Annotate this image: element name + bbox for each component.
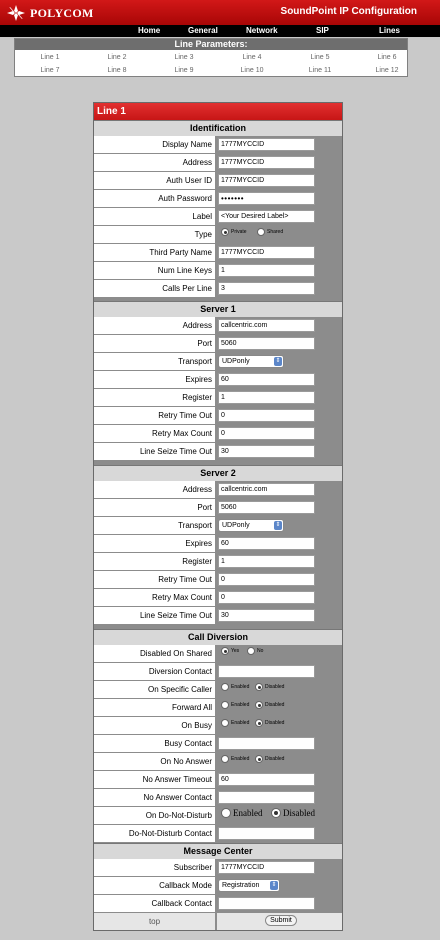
calls-per-line-row (94, 280, 342, 298)
field-label: Register (94, 389, 215, 406)
server2-port-input[interactable]: 5060 (218, 501, 315, 514)
radio-selected-icon[interactable] (255, 755, 263, 763)
dnd-contact-row (94, 825, 342, 843)
line-link-6[interactable]: Line 6 (377, 54, 397, 61)
callback-mode-row (94, 877, 342, 895)
server2-transport-select[interactable] (218, 519, 284, 532)
line-link-9[interactable]: Line 9 (174, 67, 194, 74)
field-label: Num Line Keys (94, 262, 215, 279)
server1-address-input[interactable]: callcentric.com (218, 319, 315, 332)
panel-title: Line 1 (94, 103, 342, 120)
server1-retry-time-out-input[interactable]: 0 (218, 409, 315, 422)
server1-register-row (94, 389, 342, 407)
field-label: Port (94, 499, 215, 516)
polycom-logo-icon (6, 4, 26, 22)
server1-retry-max-count-input[interactable]: 0 (218, 427, 315, 440)
server2-line-seize-row (94, 607, 342, 625)
field-label: No Answer Contact (94, 789, 215, 806)
server1-retry-time-out-row (94, 407, 342, 425)
field-label: Retry Time Out (94, 571, 215, 588)
option-label: Disabled (265, 684, 285, 690)
field-label: Expires (94, 371, 215, 388)
line-link-3[interactable]: Line 3 (174, 54, 194, 61)
nav-sip[interactable]: SIP (316, 26, 329, 35)
subscriber-row (94, 859, 342, 877)
dnd-contact-input[interactable] (218, 827, 315, 840)
on-dnd-disabled[interactable] (271, 808, 315, 818)
callback-contact-row (94, 895, 342, 913)
radio-selected-icon[interactable] (221, 647, 229, 655)
server2-retry-time-out-row (94, 571, 342, 589)
field-label: Auth Password (94, 190, 215, 207)
line-link-1[interactable]: Line 1 (40, 54, 60, 61)
on-specific-caller-row (94, 681, 342, 699)
type-row (94, 226, 342, 244)
line-parameters-title: Line Parameters: (15, 39, 407, 50)
server1-line-seize-row (94, 443, 342, 461)
field-label: No Answer Timeout (94, 771, 215, 788)
server2-line-seize-input[interactable]: 30 (218, 609, 315, 622)
on-specific-caller-enabled[interactable] (221, 683, 249, 691)
diversion-contact-row (94, 663, 342, 681)
main-nav (0, 25, 440, 37)
callback-contact-input[interactable] (218, 897, 315, 910)
on-specific-caller-disabled[interactable] (255, 683, 284, 691)
brand-name: POLYCOM (30, 5, 94, 20)
radio-icon[interactable] (221, 755, 229, 763)
label-input[interactable]: <Your Desired Label> (218, 210, 315, 223)
field-label: Label (94, 208, 215, 225)
option-label: Disabled (265, 756, 285, 762)
form-footer (94, 913, 342, 931)
line-link-10[interactable]: Line 10 (240, 67, 264, 74)
radio-selected-icon[interactable] (255, 701, 263, 709)
line-link-5[interactable]: Line 5 (310, 54, 330, 61)
server2-address-row (94, 481, 342, 499)
server1-port-input[interactable]: 5060 (218, 337, 315, 350)
auth-user-id-row (94, 172, 342, 190)
field-label: Address (94, 317, 215, 334)
disabled-on-shared-no[interactable] (247, 647, 263, 655)
field-label: Port (94, 335, 215, 352)
on-busy-disabled[interactable] (255, 719, 284, 727)
on-no-answer-disabled[interactable] (255, 755, 284, 763)
server2-retry-time-out-input[interactable]: 0 (218, 573, 315, 586)
field-label: Transport (94, 517, 215, 534)
radio-icon[interactable] (221, 683, 229, 691)
field-label: Display Name (94, 136, 215, 153)
num-line-keys-input[interactable]: 1 (218, 264, 315, 277)
field-label: Line Seize Time Out (94, 607, 215, 624)
nav-home[interactable]: Home (138, 26, 161, 35)
field-label: Callback Contact (94, 895, 215, 912)
radio-icon[interactable] (221, 808, 231, 818)
field-label: On No Answer (94, 753, 215, 770)
on-dnd-enabled[interactable] (221, 808, 263, 818)
option-label: Enabled (231, 720, 250, 726)
server1-expires-input[interactable]: 60 (218, 373, 315, 386)
section-identification: Identification (94, 120, 342, 136)
polycom-logo (6, 4, 94, 22)
field-label: Diversion Contact (94, 663, 215, 680)
field-label: Transport (94, 353, 215, 370)
option-label: Private (231, 229, 247, 235)
type-shared-option[interactable] (257, 228, 283, 236)
field-label: Subscriber (94, 859, 215, 876)
field-label: Auth User ID (94, 172, 215, 189)
option-label: Shared (267, 229, 284, 235)
option-label: Yes (231, 648, 240, 654)
radio-icon[interactable] (221, 719, 229, 727)
field-label: On Do-Not-Disturb (94, 807, 215, 824)
section-call-diversion: Call Diversion (94, 629, 342, 645)
server1-transport-select[interactable] (218, 355, 284, 368)
section-server-1: Server 1 (94, 301, 342, 317)
option-label: Disabled (265, 720, 285, 726)
radio-icon[interactable] (247, 647, 255, 655)
disabled-on-shared-yes[interactable] (221, 647, 239, 655)
top-banner (0, 0, 440, 25)
server1-transport-row (94, 353, 342, 371)
calls-per-line-input[interactable]: 3 (218, 282, 315, 295)
field-label: Calls Per Line (94, 280, 215, 297)
auth-password-row (94, 190, 342, 208)
nav-network[interactable]: Network (246, 26, 278, 35)
line-link-8[interactable]: Line 8 (107, 67, 127, 74)
type-private-option[interactable] (221, 228, 247, 236)
no-answer-contact-input[interactable] (218, 791, 315, 804)
select-value: UDPonly (222, 358, 250, 365)
third-party-name-input[interactable]: 1777MYCCID (218, 246, 315, 259)
radio-icon[interactable] (257, 228, 265, 236)
address-row (94, 154, 342, 172)
field-label: On Specific Caller (94, 681, 215, 698)
line-link-2[interactable]: Line 2 (107, 54, 127, 61)
option-label: Enabled (233, 808, 263, 818)
section-server-2: Server 2 (94, 465, 342, 481)
display-name-input[interactable]: 1777MYCCID (218, 138, 315, 151)
address-input[interactable]: 1777MYCCID (218, 156, 315, 169)
on-busy-enabled[interactable] (221, 719, 249, 727)
field-label: Disabled On Shared (94, 645, 215, 662)
forward-all-disabled[interactable] (255, 701, 284, 709)
field-label: Retry Time Out (94, 407, 215, 424)
no-answer-timeout-row (94, 771, 342, 789)
radio-selected-icon[interactable] (271, 808, 281, 818)
display-name-row (94, 136, 342, 154)
auth-password-input[interactable]: ••••••• (218, 192, 315, 205)
server2-port-row (94, 499, 342, 517)
chevron-updown-icon: ⇕ (275, 358, 281, 364)
line-settings-panel (93, 102, 343, 931)
no-answer-timeout-input[interactable]: 60 (218, 773, 315, 786)
busy-contact-input[interactable] (218, 737, 315, 750)
auth-user-id-input[interactable]: 1777MYCCID (218, 174, 315, 187)
top-link[interactable]: top (94, 913, 215, 930)
forward-all-enabled[interactable] (221, 701, 249, 709)
field-label: Callback Mode (94, 877, 215, 894)
line-link-11[interactable]: Line 11 (308, 67, 332, 74)
server2-address-input[interactable]: callcentric.com (218, 483, 315, 496)
radio-selected-icon[interactable] (255, 683, 263, 691)
no-answer-contact-row (94, 789, 342, 807)
server1-line-seize-input[interactable]: 30 (218, 445, 315, 458)
third-party-name-row (94, 244, 342, 262)
radio-selected-icon[interactable] (255, 719, 263, 727)
field-label: Forward All (94, 699, 215, 716)
on-no-answer-enabled[interactable] (221, 755, 249, 763)
server2-expires-row (94, 535, 342, 553)
server2-transport-row (94, 517, 342, 535)
server1-port-row (94, 335, 342, 353)
server1-address-row (94, 317, 342, 335)
nav-general[interactable]: General (188, 26, 218, 35)
field-label: Type (94, 226, 215, 243)
option-label: No (257, 648, 264, 654)
subscriber-input[interactable]: 1777MYCCID (218, 861, 315, 874)
callback-mode-select[interactable] (218, 879, 280, 892)
forward-all-row (94, 699, 342, 717)
server1-expires-row (94, 371, 342, 389)
submit-button[interactable]: Submit (265, 915, 297, 926)
field-label: On Busy (94, 717, 215, 734)
app-title: SoundPoint IP Configuration (280, 6, 417, 17)
on-busy-row (94, 717, 342, 735)
radio-icon[interactable] (221, 701, 229, 709)
option-label: Enabled (231, 702, 250, 708)
nav-lines[interactable]: Lines (379, 26, 400, 35)
server1-retry-max-count-row (94, 425, 342, 443)
server2-register-input[interactable]: 1 (218, 555, 315, 568)
server2-retry-max-count-row (94, 589, 342, 607)
field-label: Expires (94, 535, 215, 552)
field-label: Do-Not-Disturb Contact (94, 825, 215, 842)
field-label: Address (94, 481, 215, 498)
option-label: Enabled (231, 756, 250, 762)
chevron-updown-icon: ⇕ (271, 882, 277, 888)
field-label: Third Party Name (94, 244, 215, 261)
server2-expires-input[interactable]: 60 (218, 537, 315, 550)
field-label: Retry Max Count (94, 589, 215, 606)
num-line-keys-row (94, 262, 342, 280)
field-label: Retry Max Count (94, 425, 215, 442)
select-value: UDPonly (222, 522, 250, 529)
field-label: Address (94, 154, 215, 171)
section-message-center: Message Center (94, 843, 342, 859)
radio-selected-icon[interactable] (221, 228, 229, 236)
line-link-4[interactable]: Line 4 (242, 54, 262, 61)
field-label: Line Seize Time Out (94, 443, 215, 460)
line-link-7[interactable]: Line 7 (40, 67, 60, 74)
field-label: Register (94, 553, 215, 570)
on-dnd-row (94, 807, 342, 825)
line-link-12[interactable]: Line 12 (375, 67, 399, 74)
server2-register-row (94, 553, 342, 571)
line-parameters-box (14, 38, 408, 77)
option-label: Disabled (265, 702, 285, 708)
server2-retry-max-count-input[interactable]: 0 (218, 591, 315, 604)
diversion-contact-input[interactable] (218, 665, 315, 678)
option-label: Enabled (231, 684, 250, 690)
select-value: Registration (222, 882, 260, 889)
on-no-answer-row (94, 753, 342, 771)
disabled-on-shared-row (94, 645, 342, 663)
chevron-updown-icon: ⇕ (275, 522, 281, 528)
label-row (94, 208, 342, 226)
busy-contact-row (94, 735, 342, 753)
field-label: Busy Contact (94, 735, 215, 752)
server1-register-input[interactable]: 1 (218, 391, 315, 404)
option-label: Disabled (283, 808, 315, 818)
